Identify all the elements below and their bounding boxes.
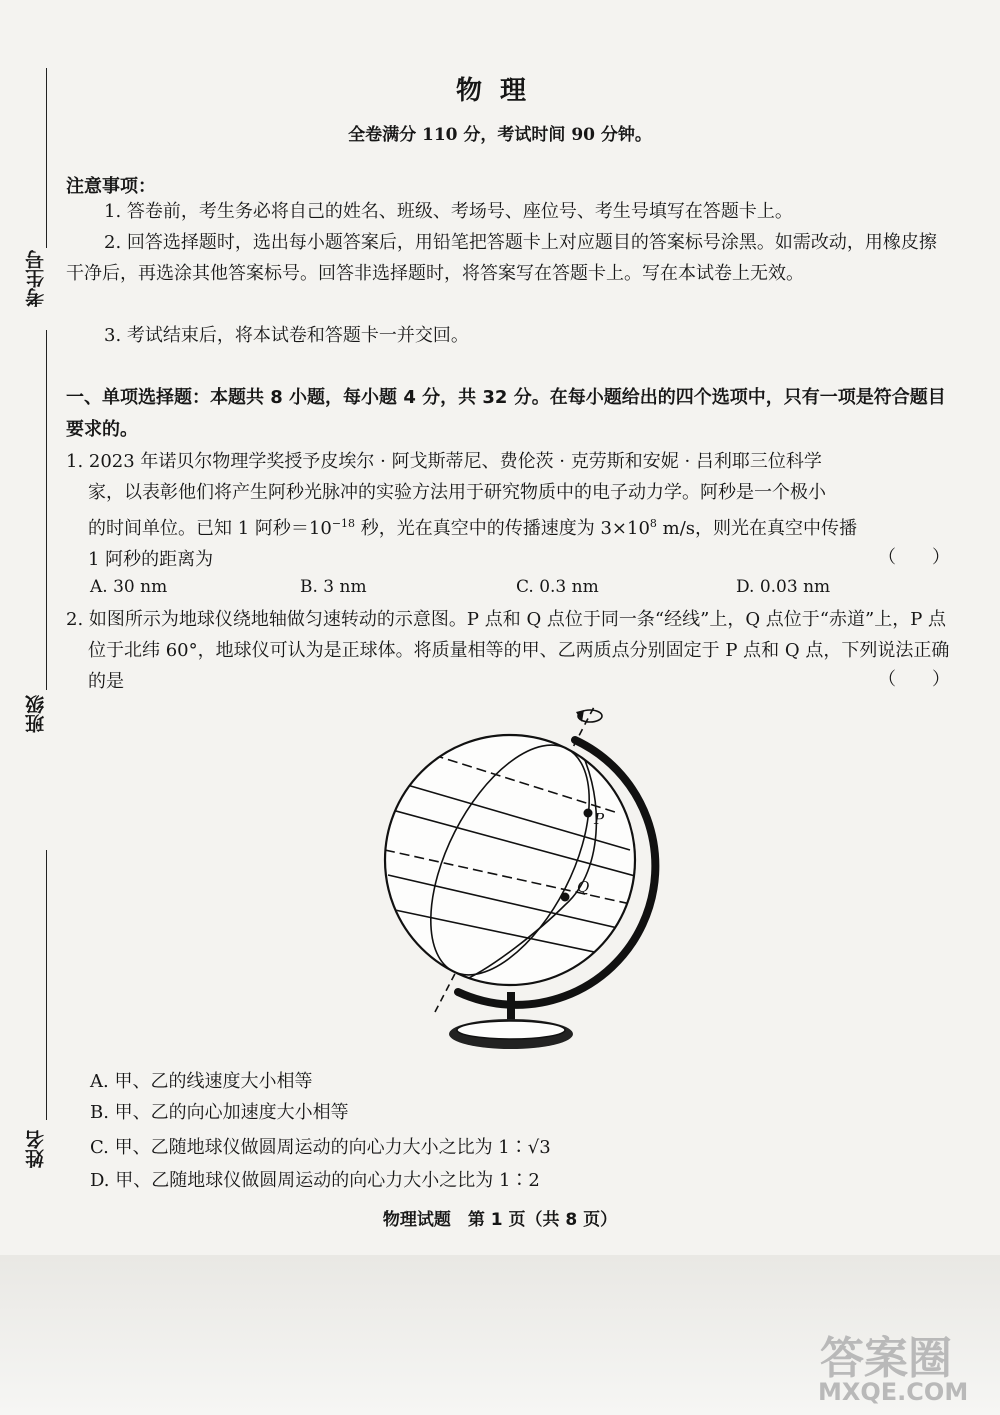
q2-stem	[66, 604, 950, 697]
q1-exponent-2: 8	[649, 517, 657, 530]
q1-line-4	[66, 544, 950, 575]
label-q: Q	[577, 878, 590, 896]
q1-answer-paren: （ ）	[878, 547, 950, 568]
class-line	[46, 850, 47, 1120]
q1-line-3	[66, 508, 950, 544]
q2-answer-paren: （ ）	[878, 669, 950, 690]
globe-sphere	[385, 735, 635, 985]
page-title: 物理	[455, 76, 544, 106]
name-label: 姓名	[25, 1130, 47, 1168]
q1-line-2: 家，以表彰他们将产生阿秒光脉冲的实验方法用于研究物质中的电子动力学。阿秒是一个极小	[88, 482, 826, 503]
label-p: P	[594, 810, 605, 828]
q1-option-a: A. 30 nm	[90, 577, 168, 597]
notice-item-2: 2. 回答选择题时，选出每小题答案后，用铅笔把答题卡上对应题目的答案标号涂黑。如需改动，用橡皮擦干净后，再选涂其他答案标号。回答非选择题时，将答案写在答题卡上。写在本试卷上无效。	[66, 232, 937, 284]
q1-option-c: C. 0.3 nm	[516, 577, 599, 597]
notice-item-3: 3. 考试结束后，将本试卷和答题卡一并交回。	[104, 325, 469, 346]
point-p	[584, 809, 593, 818]
q1-exponent-1: −18	[331, 517, 356, 530]
question-2	[66, 604, 950, 697]
notice-heading: 注意事项：	[66, 176, 156, 197]
section-heading: 一、单项选择题：本题共 8 小题，每小题 4 分，共 32 分。在每小题给出的四个选项中，只有一项是符合题目要求的。	[66, 387, 946, 440]
notice-item-1: 1. 答卷前，考生务必将自己的姓名、班级、考场号、座位号、考生号填写在答题卡上。	[104, 201, 793, 222]
globe-base-top	[457, 1021, 565, 1039]
q2-option-d: D. 甲、乙随地球仪做圆周运动的向心力大小之比为 1∶2	[90, 1170, 540, 1191]
q1-line-3-c: m/s，则光在真空中传播	[656, 518, 858, 539]
exam-subtitle: 全卷满分 110 分，考试时间 90 分钟。	[348, 125, 652, 145]
q1-line-3-b: 秒，光在真空中的传播速度为 3×10	[355, 518, 650, 539]
q2-option-c: C. 甲、乙随地球仪做圆周运动的向心力大小之比为 1∶√3	[90, 1137, 551, 1158]
exam-number-label: 考生号	[25, 250, 47, 307]
q1-line-3-a: 的时间单位。已知 1 阿秒＝10	[88, 518, 332, 539]
q2-stem-text: 2. 如图所示为地球仪绕地轴做匀速转动的示意图。P 点和 Q 点位于同一条“经线”上，Q 点位于“赤道”上，P 点位于北纬 60°，地球仪可认为是正球体。将质量相等的甲、乙两质点分别固定于 P 点和 Q 点，下列说法正确的是	[66, 609, 950, 692]
watermark-url: MXQE.COM	[818, 1378, 969, 1406]
exam-number-line	[46, 330, 47, 690]
question-1	[66, 446, 950, 575]
watermark-logo-text: 答案圈	[820, 1333, 952, 1384]
page-footer: 物理试题 第 1 页（共 8 页）	[382, 1210, 618, 1230]
q2-option-a: A. 甲、乙的线速度大小相等	[90, 1071, 313, 1092]
class-label: 班级	[25, 695, 47, 733]
q2-option-b: B. 甲、乙的向心加速度大小相等	[90, 1102, 349, 1123]
q1-line-1: 1. 2023 年诺贝尔物理学奖授予皮埃尔 · 阿戈斯蒂尼、费伦茨 · 克劳斯和安妮 · 吕利耶三位科学	[66, 451, 822, 472]
point-q	[561, 893, 570, 902]
q1-option-d: D. 0.03 nm	[736, 577, 831, 597]
q1-option-b: B. 3 nm	[300, 577, 367, 597]
q1-stem-end: 1 阿秒的距离为	[88, 549, 214, 570]
globe-figure	[370, 700, 660, 1060]
